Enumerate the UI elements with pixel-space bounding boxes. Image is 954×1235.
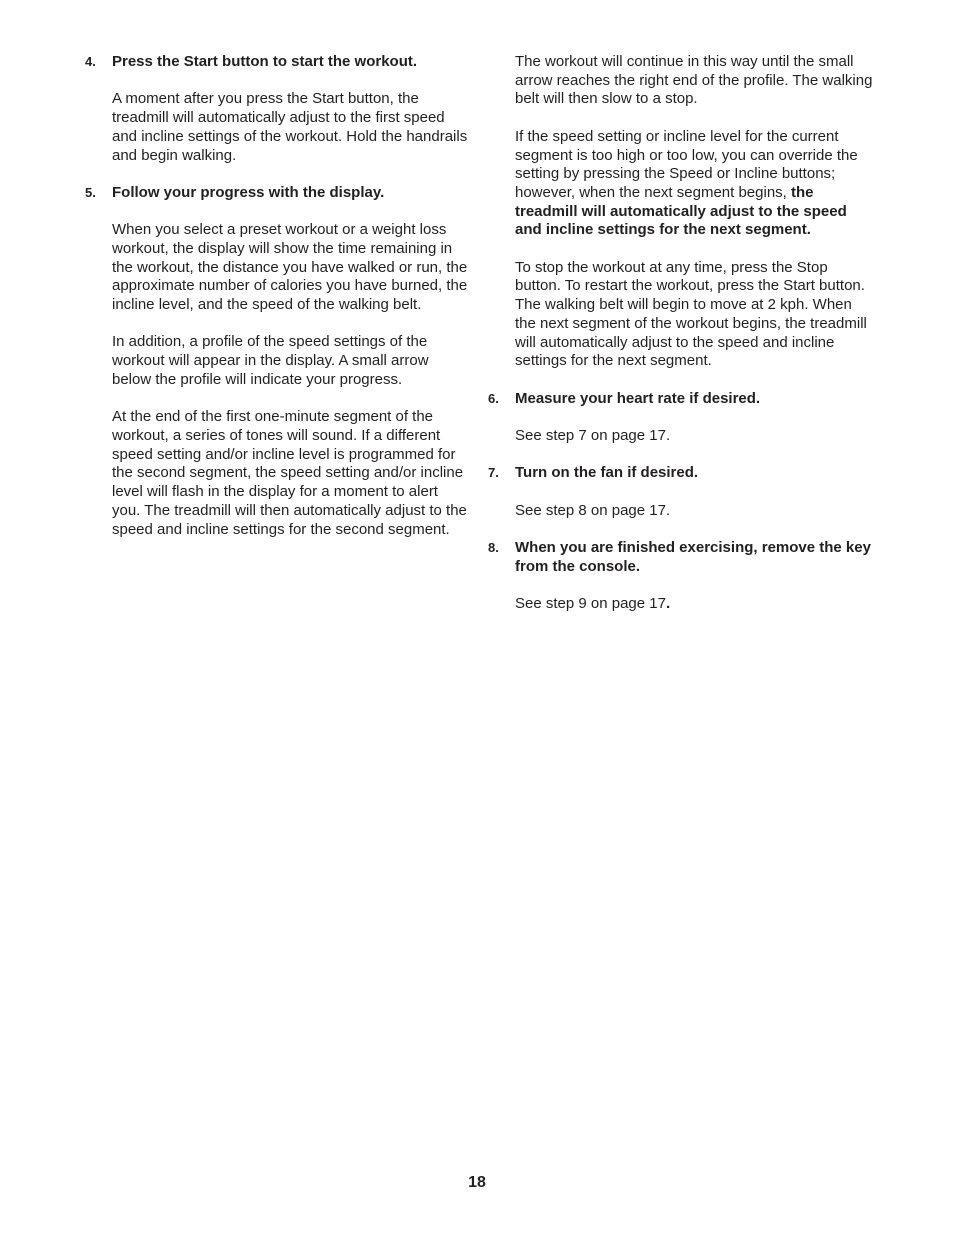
step-number: 4. — [85, 54, 96, 69]
step-6-paragraph: See step 7 on page 17. — [515, 427, 671, 444]
step-8-text: See step 9 on page 17 — [515, 595, 666, 613]
override-bold-text: the treadmill will automatically adjust to the speed and incline settings for the next segment. — [515, 183, 847, 239]
step-title: Follow your progress with the display. — [112, 183, 385, 201]
step-number: 7. — [488, 465, 499, 481]
paragraph-stop: To stop the workout at any time, press the Stop button. To restart the workout, press the Start button. The walking belt will begin to move at 2 kph. When the next segment of the workout begins, the treadmill will automatically adjust to the speed and incline settings for the next segment. — [515, 258, 867, 370]
left-column — [85, 53, 470, 539]
step-title: Turn on the fan if desired. — [515, 464, 699, 482]
paragraph-override — [488, 128, 873, 240]
step-6-heading — [488, 390, 873, 409]
step-4-heading — [85, 53, 470, 72]
right-column — [488, 53, 873, 614]
step-title: Press the Start button to start the workout. — [112, 53, 418, 70]
step-number: 8. — [488, 540, 499, 556]
paragraph-continue: The workout will continue in this way until the small arrow reaches the right end of the profile. The walking belt will then slow to a stop. — [515, 53, 873, 108]
step-5-heading — [85, 184, 470, 203]
step-5-paragraph-profile: In addition, a profile of the speed settings of the workout will appear in the display. A small arrow below the profile will indicate your progress. — [112, 333, 429, 388]
step-5-paragraph-display: When you select a preset workout or a weight loss workout, the display will show the time remaining in the workout, the distance you have walked or run, the approximate number of calories you have burned, the incline level, and the speed of the walking belt. — [112, 221, 468, 314]
step-4-paragraph: A moment after you press the Start button, the treadmill will automatically adjust to the first speed and incline settings of the workout. Hold the handrails and begin walking. — [112, 90, 468, 164]
step-7-paragraph: See step 8 on page 17. — [515, 501, 671, 519]
step-8-heading — [488, 539, 873, 576]
step-title: Measure your heart rate if desired. — [515, 389, 761, 407]
step-title: When you are finished exercising, remove the key from the console. — [515, 539, 871, 575]
step-8-period: . — [665, 595, 671, 613]
page-number: 18 — [468, 1174, 486, 1191]
step-number: 5. — [85, 184, 96, 200]
step-number: 6. — [488, 390, 499, 406]
step-7-heading — [488, 464, 873, 483]
override-text: If the speed setting or incline level for the current segment is too high or too low, you can override the setting by pressing the Speed or Incline buttons; however, when the next segment begins, — [515, 127, 858, 201]
step-5-paragraph-segment: At the end of the first one-minute segment of the workout, a series of tones will sound. If a different speed setting and/or incline level is programmed for the second segment, the speed setting and/or incline level will flash in the display for a moment to alert you. The treadmill will then automatically adjust to the speed and incline settings for the second segment. — [112, 408, 467, 538]
step-8-paragraph — [488, 595, 873, 614]
